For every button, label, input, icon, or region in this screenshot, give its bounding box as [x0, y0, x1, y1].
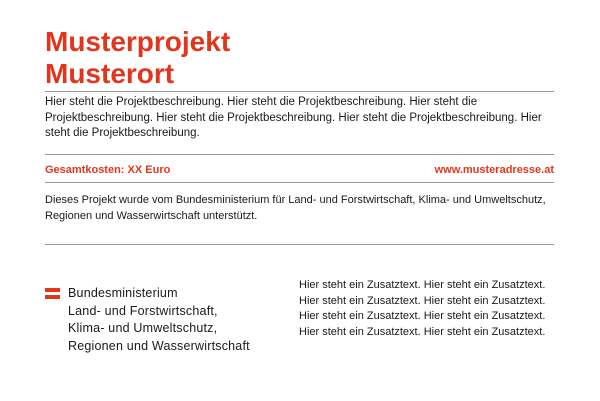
- project-title-line-2: Musterort: [45, 58, 175, 89]
- austrian-flag-icon: [45, 288, 60, 299]
- divider-bottom: [45, 244, 554, 245]
- divider-cost: [45, 182, 554, 183]
- total-cost: Gesamtkosten: XX Euro: [45, 164, 171, 176]
- project-title-line-1: Musterprojekt: [45, 26, 231, 57]
- ministry-name-line: Bundesministerium: [68, 286, 178, 300]
- ministry-name: [68, 285, 303, 355]
- funding-note: Dieses Projekt wurde vom Bundesministerium für Land- und Forstwirtschaft, Klima- und Umweltschutz, Regionen und Wasserwirtschaft unterstützt.: [45, 194, 546, 222]
- cost-row: [45, 163, 554, 177]
- project-description: Hier steht die Projektbeschreibung. Hier steht die Projektbeschreibung. Hier steht die Projektbeschreibung. Hier steht die Projektbeschreibung. Hier steht die Projektbeschreibung. Hier steht die Projektbeschreibung.: [45, 96, 542, 139]
- ministry-name-line: Regionen und Wasserwirtschaft: [68, 338, 250, 353]
- additional-text: Hier steht ein Zusatztext. Hier steht ein Zusatztext. Hier steht ein Zusatztext. Hier steht ein Zusatztext. Hier steht ein Zusatztext. Hier steht ein Zusatztext. Hier steht ein Zusatztext. Hier steht ein Zusatztext.: [299, 279, 546, 338]
- website-link[interactable]: www.musteradresse.at: [434, 164, 554, 176]
- project-title: [45, 26, 230, 90]
- ministry-name-line: Klima- und Umweltschutz,: [68, 321, 218, 335]
- divider-description: [45, 154, 554, 155]
- divider-top: [45, 91, 554, 92]
- ministry-name-line: Land- und Forstwirtschaft,: [68, 303, 218, 318]
